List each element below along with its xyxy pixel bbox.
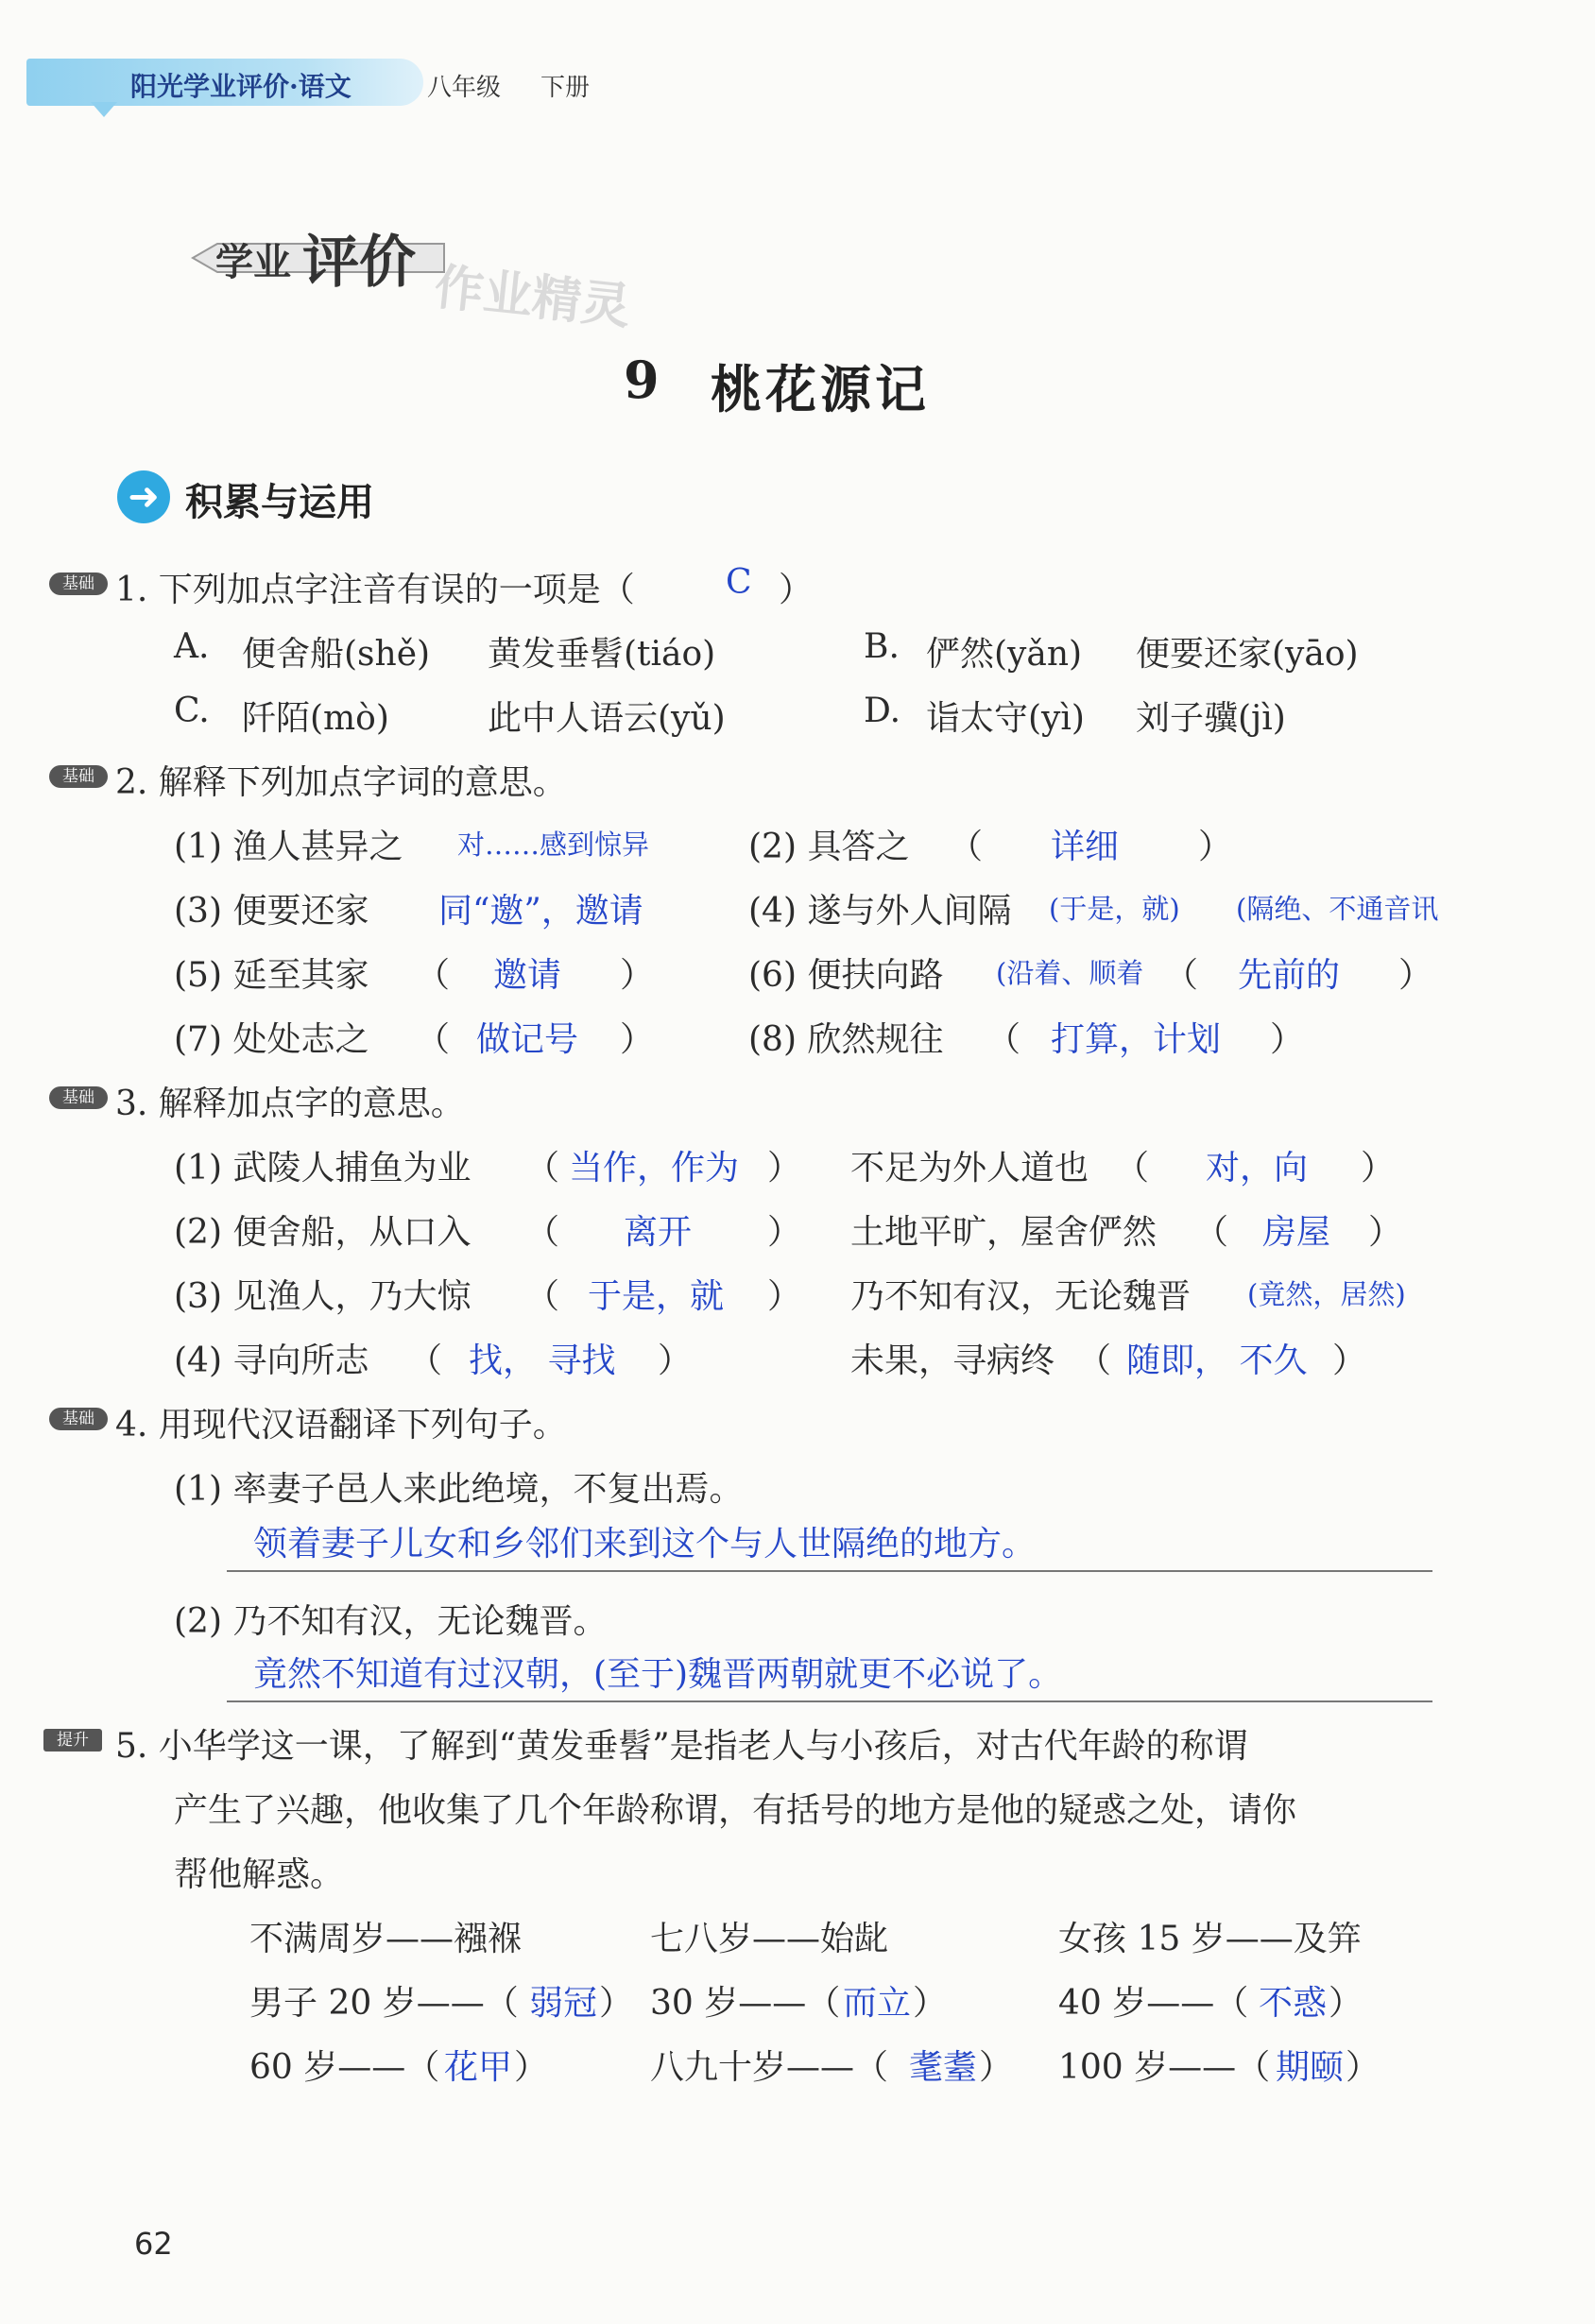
q2-item-answer: 详细 — [1051, 828, 1120, 866]
q3-close: ） — [1361, 1149, 1396, 1188]
grade-label: 八年级 — [427, 74, 502, 102]
q3-right-answer: (竟然，居然) — [1247, 1278, 1406, 1310]
q1-answer: C — [726, 563, 752, 602]
q1-option-b: 此中人语云(yǔ) — [488, 699, 726, 738]
q2-item-label: (5) 延至其家 — [174, 956, 369, 995]
q3-open: （ — [1077, 1341, 1112, 1380]
q2-item-answer2: (隔绝、不通音讯 — [1236, 893, 1439, 925]
page-number: 62 — [134, 2226, 173, 2262]
eval-badge-small: 学业 — [215, 240, 291, 284]
q5-answer: 不惑 — [1259, 1984, 1328, 2023]
q3-close: ） — [767, 1149, 802, 1188]
q3-right: 乃不知有汉，无论魏晋 — [850, 1277, 1192, 1316]
tag-basic: 基础 — [49, 572, 108, 595]
q1-stem: 1. 下列加点字注音有误的一项是（ — [115, 571, 635, 609]
q2-item-label: (3) 便要还家 — [174, 892, 369, 931]
q3-close: ） — [1332, 1341, 1367, 1380]
q3-right-answer: 房屋 — [1262, 1213, 1331, 1252]
q2-item-close: ） — [620, 1020, 655, 1059]
q2-item-open: （ — [1164, 956, 1199, 995]
q5-answer: 耄耋 — [909, 2048, 978, 2087]
q2-item-label: (2) 具答之 — [748, 828, 910, 866]
q2-item-answer: 对……感到惊异 — [457, 829, 650, 861]
q2-item-label: (4) 遂与外人间隔 — [748, 892, 1012, 931]
header-band-tail — [91, 102, 117, 117]
q2-item-close: ） — [1198, 828, 1233, 866]
q2-item-answer: 同“邀”，邀请 — [438, 892, 643, 931]
tag-basic: 基础 — [49, 1086, 108, 1109]
q2-item-open: （ — [949, 828, 984, 866]
q3-open: （ — [525, 1277, 560, 1316]
q1-option-letter: A. — [174, 627, 210, 666]
q3-left-answer: 于是，就 — [588, 1277, 725, 1316]
q5-close: ） — [514, 2048, 549, 2087]
q3-close: ） — [658, 1341, 693, 1380]
tag-advanced: 提升 — [43, 1729, 102, 1752]
q3-open: （ — [525, 1213, 560, 1252]
q3-right-answer: 随即， 不久 — [1126, 1341, 1308, 1380]
q5-close: ） — [1346, 2048, 1381, 2087]
q4-item-label: (1) 率妻子邑人来此绝境，不复出焉。 — [174, 1470, 744, 1509]
q2-item-close: ） — [1270, 1020, 1305, 1059]
q2-item-answer: (于是，就) — [1049, 893, 1180, 925]
lesson-title: 桃花源记 — [711, 359, 930, 419]
q3-close: ） — [767, 1213, 802, 1252]
answer-line — [227, 1700, 1432, 1702]
q3-open: （ — [1115, 1149, 1150, 1188]
q2-item-label: (7) 处处志之 — [174, 1020, 369, 1059]
q1-option-b: 黄发垂髫(tiáo) — [488, 635, 716, 674]
arrow-right-icon: ➜ — [117, 470, 170, 523]
q3-left-answer: 当作，作为 — [569, 1149, 740, 1188]
q2-item-close: ） — [620, 956, 655, 995]
q3-left: (2) 便舍船，从口入 — [174, 1213, 472, 1252]
q5-answer: 期颐 — [1276, 2048, 1345, 2087]
q3-left-answer: 找， 寻找 — [469, 1341, 616, 1380]
q2-item-answer: 做记号 — [476, 1020, 579, 1059]
tag-basic: 基础 — [49, 765, 108, 788]
section-title: 积累与运用 — [185, 481, 374, 524]
q3-open: （ — [525, 1149, 560, 1188]
q5-close: ） — [599, 1984, 634, 2023]
q5-term: 40 岁——（ — [1058, 1984, 1249, 2023]
q4-item-answer: 竟然不知道有过汉朝，(至于)魏晋两朝就更不必说了。 — [253, 1655, 1063, 1694]
q2-item-answer: 打算，计划 — [1051, 1020, 1222, 1059]
q2-item-open: （ — [986, 1020, 1021, 1059]
q5-stem-line: 产生了兴趣，他收集了几个年龄称谓，有括号的地方是他的疑惑之处，请你 — [174, 1791, 1297, 1830]
q1-option-letter: D. — [864, 692, 901, 730]
answer-line — [227, 1570, 1432, 1572]
q5-stem-line: 帮他解惑。 — [174, 1855, 345, 1894]
q3-open: （ — [408, 1341, 443, 1380]
q3-right: 不足为外人道也 — [850, 1149, 1089, 1188]
q3-right: 未果，寻病终 — [850, 1341, 1055, 1380]
q3-left-answer: 离开 — [624, 1213, 693, 1252]
q3-left: (3) 见渔人，乃大惊 — [174, 1277, 472, 1316]
q5-close: ） — [1329, 1984, 1363, 2023]
q5-term: 八九十岁——（ — [650, 2048, 889, 2087]
q2-item-answer: 邀请 — [493, 956, 562, 995]
q5-close: ） — [913, 1984, 948, 2023]
q1-option-b: 便要还家(yāo) — [1136, 635, 1359, 674]
q5-term: 100 岁——（ — [1058, 2048, 1271, 2087]
q2-item-label: (8) 欣然规往 — [748, 1020, 944, 1059]
q3-right: 土地平旷，屋舍俨然 — [850, 1213, 1158, 1252]
q2-item-open: （ — [416, 1020, 451, 1059]
q1-option-a: 俨然(yǎn) — [926, 635, 1083, 674]
eval-badge-big: 评价 — [302, 230, 416, 296]
q2-item-close: ） — [1398, 956, 1433, 995]
q5-term: 七八岁——始龀 — [650, 1920, 889, 1958]
q2-item-answer2: 先前的 — [1238, 956, 1341, 995]
q4-stem: 4. 用现代汉语翻译下列句子。 — [115, 1406, 567, 1444]
q2-stem: 2. 解释下列加点字词的意思。 — [115, 763, 567, 802]
q3-close: ） — [1368, 1213, 1403, 1252]
q1-option-a: 诣太守(yì) — [926, 699, 1085, 738]
q5-answer: 弱冠 — [529, 1984, 598, 2023]
q3-stem: 3. 解释加点字的意思。 — [115, 1085, 465, 1123]
q3-close: ） — [767, 1277, 802, 1316]
q3-right-answer: 对，向 — [1206, 1149, 1309, 1188]
q5-answer: 花甲 — [444, 2048, 513, 2087]
q5-term: 60 岁——（ — [249, 2048, 440, 2087]
watermark: 作业精灵 — [431, 258, 634, 336]
volume-label: 下册 — [540, 74, 591, 102]
q5-stem-line: 5. 小华学这一课，了解到“黄发垂髫”是指老人与小孩后，对古代年龄的称谓 — [115, 1727, 1248, 1766]
lesson-number: 9 — [624, 350, 663, 410]
q1-option-a: 便舍船(shě) — [242, 635, 431, 674]
q1-option-a: 阡陌(mò) — [242, 699, 389, 738]
q5-term: 女孩 15 岁——及笄 — [1058, 1920, 1362, 1958]
q5-term: 不满周岁——襁褓 — [249, 1920, 523, 1958]
q1-option-letter: B. — [864, 627, 900, 666]
q2-item-label: (6) 便扶向路 — [748, 956, 944, 995]
series-title: 阳光学业评价·语文 — [130, 71, 352, 102]
q5-term: 30 岁——（ — [650, 1984, 841, 2023]
q5-close: ） — [979, 2048, 1014, 2087]
q3-left: (4) 寻向所志 — [174, 1341, 369, 1380]
q5-term: 男子 20 岁——（ — [249, 1984, 519, 2023]
q1-option-b: 刘子骥(jì) — [1136, 699, 1286, 738]
q3-left: (1) 武陵人捕鱼为业 — [174, 1149, 472, 1188]
q4-item-answer: 领着妻子儿女和乡邻们来到这个与人世隔绝的地方。 — [253, 1525, 1037, 1564]
q1-close: ） — [779, 571, 814, 609]
q1-option-letter: C. — [174, 692, 210, 730]
tag-basic: 基础 — [49, 1408, 108, 1430]
q4-item-label: (2) 乃不知有汉，无论魏晋。 — [174, 1602, 608, 1641]
q5-answer: 而立 — [843, 1984, 912, 2023]
q3-open: （ — [1194, 1213, 1229, 1252]
q2-item-answer: (沿着、顺着 — [996, 957, 1144, 989]
q2-item-open: （ — [416, 956, 451, 995]
q2-item-label: (1) 渔人甚异之 — [174, 828, 403, 866]
